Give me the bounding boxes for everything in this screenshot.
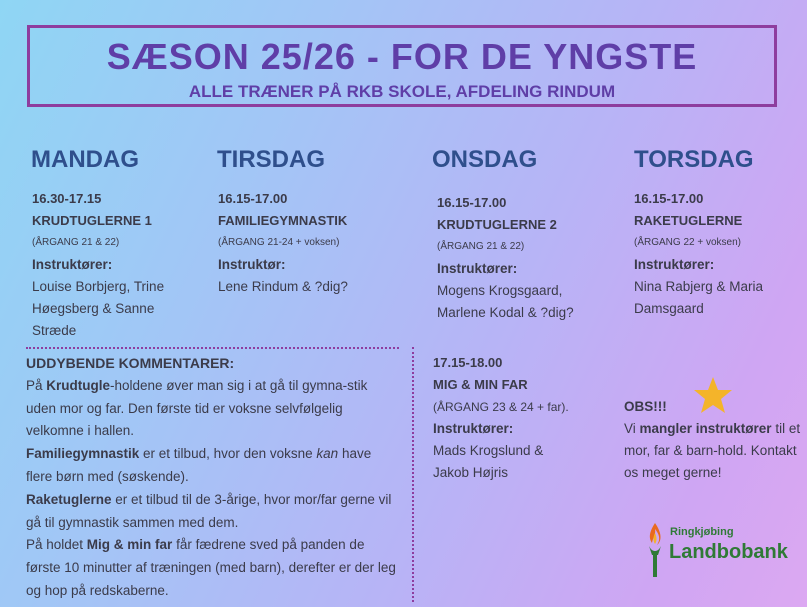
comment-text: er et tilbud, hvor den voksne	[139, 446, 317, 462]
comment-text: have flere børn med (søskende).	[26, 446, 372, 484]
monday-instructor-line: Høegsberg & Sanne	[32, 301, 155, 316]
tuesday-instructor-line: Lene Rindum & ?dig?	[218, 279, 348, 294]
thursday-time: 16.15-17.00	[634, 191, 704, 206]
monday-instructor-line: Louise Borbjerg, Trine	[32, 279, 165, 294]
comment-krudtugle	[26, 375, 401, 443]
comments-section	[26, 352, 401, 603]
tuesday-instructor-label: Instruktør:	[218, 257, 286, 272]
monday-instructor-label: Instruktører:	[32, 257, 113, 272]
comment-mig-min-far	[26, 534, 401, 602]
wednesday-second-column	[433, 352, 613, 484]
wednesday-instructor-label: Instruktører:	[437, 261, 518, 276]
comments-heading: UDDYBENDE KOMMENTARER:	[26, 355, 235, 371]
wednesday-instructor-line: Marlene Kodal & ?dig?	[437, 305, 574, 320]
tuesday-activity: FAMILIEGYMNASTIK	[218, 213, 348, 228]
comment-bold: Mig & min far	[86, 537, 173, 553]
monday-activity: KRUDTUGLERNE 1	[32, 213, 152, 228]
wednesday-time: 16.15-17.00	[437, 195, 507, 210]
obs-bold: mangler instruktører	[639, 421, 772, 436]
comment-bold: Krudtugle	[46, 377, 111, 393]
thursday-instructor-line: Nina Rabjerg & Maria	[634, 279, 764, 294]
wednesday-column	[437, 192, 617, 324]
obs-title: OBS!!!	[624, 399, 667, 414]
comment-raketuglerne	[26, 489, 401, 535]
comment-text: -holdene øver man sig i at gå til gymna-stik uden mor og far. Den første tid er voksne selvfølgelig velkomne i hallen.	[26, 377, 368, 439]
monday-instructor-line: Stræde	[32, 323, 77, 338]
torch-icon	[644, 521, 666, 579]
obs-notice	[624, 396, 804, 484]
thursday-activity: RAKETUGLERNE	[634, 213, 743, 228]
comment-text: får fædrene sved på panden de første 10 minutter af træningen (med barn), derefter er der leg og hop på redskaberne.	[26, 537, 396, 598]
sponsor-name-line1: Ringkjøbing	[670, 526, 734, 538]
wednesday-second-instructor-line: Jakob Højris	[433, 465, 509, 480]
wednesday-activity: KRUDTUGLERNE 2	[437, 217, 557, 232]
page-subtitle: ALLE TRÆNER PÅ RKB SKOLE, AFDELING RINDUM	[188, 82, 616, 101]
thursday-instructor-line: Damsgaard	[634, 301, 704, 316]
dotted-divider-horizontal	[26, 347, 399, 349]
comment-text: er et tilbud til de 3-årige, hvor mor/far gerne vil gå til gymnastik sammen med dem.	[26, 491, 392, 530]
comment-italic: kan	[316, 446, 339, 462]
sponsor-name-line2: Landbobank	[669, 541, 788, 563]
wednesday-second-instructor-label: Instruktører:	[433, 421, 514, 436]
obs-text	[624, 418, 804, 484]
wednesday-second-time: 17.15-18.00	[433, 355, 503, 370]
thursday-year: (ÅRGANG 22 + voksen)	[634, 237, 741, 248]
title-box	[27, 25, 777, 107]
sponsor-logo	[642, 521, 788, 581]
tuesday-year: (ÅRGANG 21-24 + voksen)	[218, 237, 340, 248]
tuesday-time: 16.15-17.00	[218, 191, 288, 206]
monday-time: 16.30-17.15	[32, 191, 102, 206]
page-title: SÆSON 25/26 - FOR DE YNGSTE	[106, 36, 698, 77]
wednesday-second-activity: MIG & MIN FAR	[433, 377, 528, 392]
obs-text-part: til et mor, far & barn-hold. Kontakt os meget gerne!	[624, 421, 801, 480]
thursday-column	[634, 188, 804, 320]
wednesday-year: (ÅRGANG 21 & 22)	[437, 241, 525, 252]
wednesday-instructor-line: Mogens Krogsgaard,	[437, 283, 563, 298]
comment-text: På holdet	[26, 537, 87, 553]
tuesday-column	[218, 188, 418, 298]
day-wednesday: ONSDAG	[432, 146, 538, 173]
wednesday-second-year: (ÅRGANG 23 & 24 + far).	[433, 400, 569, 414]
thursday-instructor-label: Instruktører:	[634, 257, 715, 272]
dotted-divider-vertical	[412, 347, 414, 602]
comment-bold: Familiegymnastik	[26, 446, 140, 462]
obs-text-part: Vi	[624, 421, 640, 436]
comment-text: På	[26, 377, 47, 393]
day-monday: MANDAG	[31, 146, 139, 173]
monday-year: (ÅRGANG 21 & 22)	[32, 237, 120, 248]
day-tuesday: TIRSDAG	[217, 146, 325, 173]
monday-column	[32, 188, 212, 342]
comment-familiegymnastik	[26, 443, 401, 489]
day-thursday: TORSDAG	[634, 146, 754, 173]
wednesday-second-instructor-line: Mads Krogslund &	[433, 443, 544, 458]
comment-bold: Raketuglerne	[26, 491, 112, 507]
